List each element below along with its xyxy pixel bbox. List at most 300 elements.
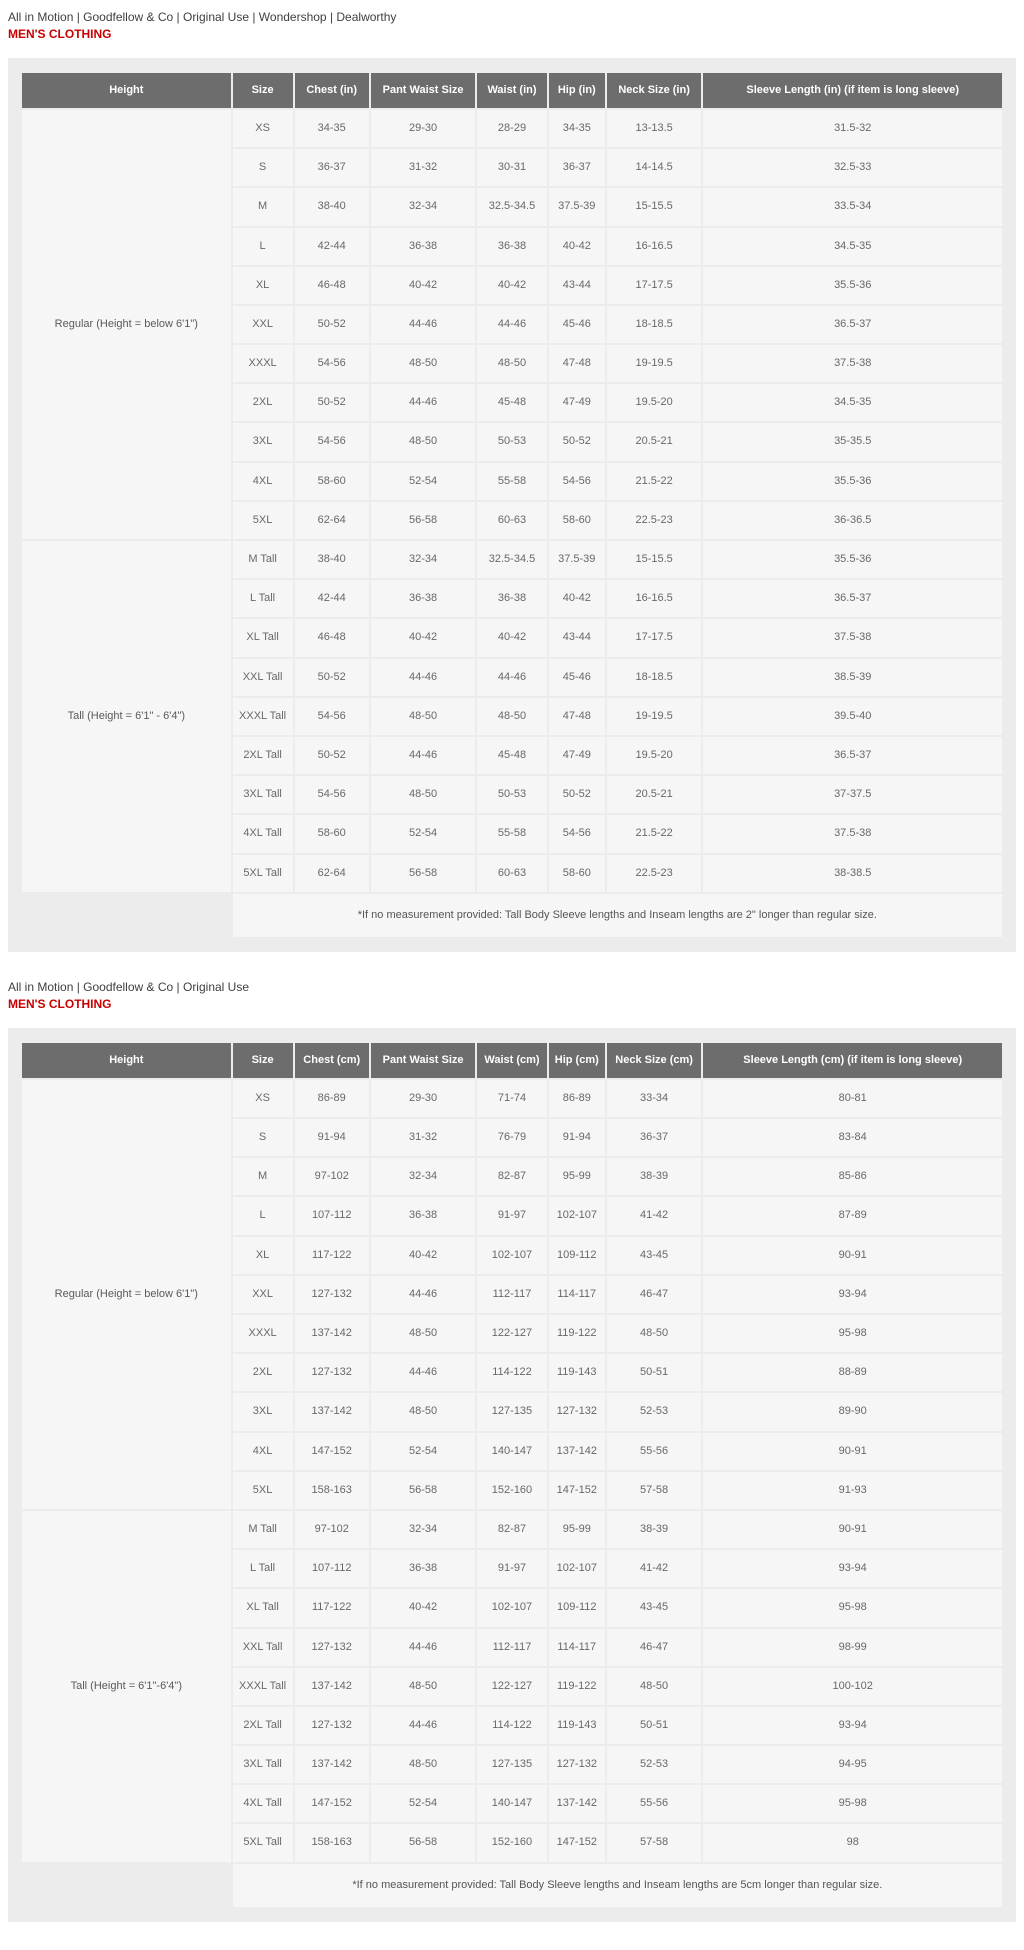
value-cell: 127-132 [295,1629,369,1666]
value-cell: 50-53 [477,776,547,813]
value-cell: 40-42 [371,1589,475,1626]
size-cell: XXXL Tall [233,1668,293,1705]
value-cell: 147-152 [295,1433,369,1470]
size-cell: M Tall [233,1511,293,1548]
footnote-text: *If no measurement provided: Tall Body Sleeve lengths and Inseam lengths are 5cm longer than regular size. [233,1864,1002,1907]
value-cell: 32-34 [371,541,475,578]
value-cell: 58-60 [549,502,605,539]
value-cell: 48-50 [371,423,475,460]
size-cell: S [233,149,293,186]
value-cell: 52-54 [371,815,475,852]
column-header: Height [22,73,231,108]
value-cell: 50-52 [295,659,369,696]
value-cell: 37.5-39 [549,188,605,225]
size-cell: L [233,1197,293,1234]
value-cell: 127-132 [295,1354,369,1391]
value-cell: 50-52 [295,384,369,421]
value-cell: 43-45 [607,1589,702,1626]
value-cell: 38-39 [607,1158,702,1195]
value-cell: 48-50 [477,698,547,735]
size-chart-block [8,8,1016,952]
height-group-label: Tall (Height = 6'1" - 6'4") [22,541,231,892]
value-cell: 56-58 [371,502,475,539]
value-cell: 35-35.5 [703,423,1002,460]
value-cell: 147-152 [549,1472,605,1509]
value-cell: 38-40 [295,541,369,578]
value-cell: 87-89 [703,1197,1002,1234]
value-cell: 152-160 [477,1824,547,1861]
value-cell: 48-50 [607,1668,702,1705]
value-cell: 76-79 [477,1119,547,1156]
value-cell: 82-87 [477,1511,547,1548]
size-cell: L Tall [233,1550,293,1587]
value-cell: 43-45 [607,1237,702,1274]
value-cell: 41-42 [607,1197,702,1234]
value-cell: 48-50 [477,345,547,382]
value-cell: 36-38 [371,228,475,265]
size-cell: XL Tall [233,1589,293,1626]
value-cell: 40-42 [477,267,547,304]
value-cell: 45-48 [477,384,547,421]
value-cell: 35.5-36 [703,267,1002,304]
value-cell: 36-37 [607,1119,702,1156]
value-cell: 43-44 [549,267,605,304]
size-cell: XXL [233,306,293,343]
size-cell: 5XL [233,502,293,539]
category-title: MEN'S CLOTHING [8,996,112,1011]
size-cell: M [233,1158,293,1195]
value-cell: 28-29 [477,110,547,147]
value-cell: 40-42 [549,228,605,265]
size-table [20,71,1004,939]
value-cell: 95-99 [549,1158,605,1195]
value-cell: 137-142 [295,1746,369,1783]
value-cell: 44-46 [371,384,475,421]
value-cell: 109-112 [549,1589,605,1626]
value-cell: 32.5-34.5 [477,541,547,578]
value-cell: 13-13.5 [607,110,702,147]
value-cell: 102-107 [477,1589,547,1626]
value-cell: 47-48 [549,345,605,382]
size-cell: L [233,228,293,265]
value-cell: 107-112 [295,1197,369,1234]
value-cell: 95-98 [703,1589,1002,1626]
header-row [22,1043,1002,1078]
column-header: Height [22,1043,231,1078]
size-cell: 5XL Tall [233,1824,293,1861]
value-cell: 107-112 [295,1550,369,1587]
value-cell: 50-51 [607,1354,702,1391]
value-cell: 88-89 [703,1354,1002,1391]
value-cell: 41-42 [607,1550,702,1587]
value-cell: 55-56 [607,1785,702,1822]
value-cell: 36.5-37 [703,737,1002,774]
column-header: Waist (in) [477,73,547,108]
value-cell: 158-163 [295,1472,369,1509]
size-cell: XS [233,1080,293,1117]
value-cell: 14-14.5 [607,149,702,186]
header-row [22,73,1002,108]
value-cell: 91-97 [477,1550,547,1587]
value-cell: 54-56 [549,815,605,852]
value-cell: 158-163 [295,1824,369,1861]
value-cell: 98 [703,1824,1002,1861]
value-cell: 140-147 [477,1785,547,1822]
value-cell: 17-17.5 [607,619,702,656]
value-cell: 20.5-21 [607,776,702,813]
value-cell: 54-56 [295,776,369,813]
size-cell: 2XL [233,384,293,421]
value-cell: 60-63 [477,502,547,539]
value-cell: 56-58 [371,855,475,892]
size-cell: XL Tall [233,619,293,656]
value-cell: 137-142 [295,1315,369,1352]
value-cell: 62-64 [295,855,369,892]
value-cell: 152-160 [477,1472,547,1509]
value-cell: 36-38 [371,1550,475,1587]
value-cell: 54-56 [295,345,369,382]
table-panel [8,1028,1016,1922]
value-cell: 21.5-22 [607,815,702,852]
size-cell: 3XL [233,423,293,460]
value-cell: 40-42 [549,580,605,617]
value-cell: 93-94 [703,1550,1002,1587]
value-cell: 112-117 [477,1629,547,1666]
size-cell: XXL Tall [233,1629,293,1666]
value-cell: 91-93 [703,1472,1002,1509]
size-cell: 4XL [233,1433,293,1470]
value-cell: 54-56 [295,698,369,735]
column-header: Sleeve Length (cm) (if item is long sleeve) [703,1043,1002,1078]
height-group-label: Tall (Height = 6'1"-6'4") [22,1511,231,1862]
column-header: Neck Size (in) [607,73,702,108]
value-cell: 119-143 [549,1707,605,1744]
value-cell: 37.5-38 [703,619,1002,656]
value-cell: 91-94 [295,1119,369,1156]
value-cell: 48-50 [371,776,475,813]
size-cell: XL [233,1237,293,1274]
value-cell: 22.5-23 [607,855,702,892]
footnote-text: *If no measurement provided: Tall Body Sleeve lengths and Inseam lengths are 2" longer than regular size. [233,894,1002,937]
value-cell: 117-122 [295,1237,369,1274]
value-cell: 44-46 [477,659,547,696]
value-cell: 52-54 [371,1433,475,1470]
value-cell: 45-46 [549,306,605,343]
value-cell: 86-89 [295,1080,369,1117]
size-cell: XL [233,267,293,304]
value-cell: 58-60 [549,855,605,892]
value-cell: 19-19.5 [607,698,702,735]
value-cell: 44-46 [371,306,475,343]
value-cell: 137-142 [295,1393,369,1430]
value-cell: 48-50 [371,1315,475,1352]
column-header: Pant Waist Size [371,73,475,108]
value-cell: 30-31 [477,149,547,186]
value-cell: 52-53 [607,1746,702,1783]
value-cell: 117-122 [295,1589,369,1626]
value-cell: 31-32 [371,1119,475,1156]
value-cell: 90-91 [703,1237,1002,1274]
value-cell: 31.5-32 [703,110,1002,147]
value-cell: 98-99 [703,1629,1002,1666]
size-cell: 3XL [233,1393,293,1430]
value-cell: 16-16.5 [607,228,702,265]
table-row [22,110,1002,147]
value-cell: 55-56 [607,1433,702,1470]
value-cell: 32-34 [371,188,475,225]
value-cell: 46-48 [295,619,369,656]
brand-list: All in Motion | Goodfellow & Co | Original Use [8,979,250,994]
value-cell: 19.5-20 [607,737,702,774]
value-cell: 119-122 [549,1668,605,1705]
value-cell: 48-50 [371,1746,475,1783]
value-cell: 48-50 [371,1668,475,1705]
value-cell: 93-94 [703,1707,1002,1744]
value-cell: 20.5-21 [607,423,702,460]
value-cell: 50-52 [295,737,369,774]
value-cell: 109-112 [549,1237,605,1274]
value-cell: 102-107 [549,1550,605,1587]
value-cell: 55-58 [477,815,547,852]
value-cell: 47-49 [549,737,605,774]
value-cell: 46-47 [607,1629,702,1666]
value-cell: 127-132 [549,1393,605,1430]
value-cell: 33.5-34 [703,188,1002,225]
value-cell: 127-135 [477,1393,547,1430]
value-cell: 44-46 [371,1707,475,1744]
value-cell: 44-46 [371,1629,475,1666]
column-header: Size [233,1043,293,1078]
value-cell: 58-60 [295,463,369,500]
value-cell: 50-52 [295,306,369,343]
value-cell: 32.5-33 [703,149,1002,186]
value-cell: 34.5-35 [703,228,1002,265]
size-cell: L Tall [233,580,293,617]
value-cell: 97-102 [295,1511,369,1548]
value-cell: 36-38 [371,580,475,617]
value-cell: 44-46 [477,306,547,343]
value-cell: 93-94 [703,1276,1002,1313]
value-cell: 122-127 [477,1668,547,1705]
value-cell: 46-48 [295,267,369,304]
value-cell: 54-56 [295,423,369,460]
brand-list: All in Motion | Goodfellow & Co | Original Use | Wondershop | Dealworthy [8,10,397,24]
value-cell: 19-19.5 [607,345,702,382]
value-cell: 50-53 [477,423,547,460]
value-cell: 147-152 [549,1824,605,1861]
value-cell: 137-142 [549,1433,605,1470]
table-row [22,1080,1002,1117]
value-cell: 39.5-40 [703,698,1002,735]
value-cell: 44-46 [371,737,475,774]
value-cell: 50-52 [549,423,605,460]
value-cell: 112-117 [477,1276,547,1313]
value-cell: 86-89 [549,1080,605,1117]
value-cell: 114-122 [477,1354,547,1391]
value-cell: 37.5-38 [703,815,1002,852]
value-cell: 127-135 [477,1746,547,1783]
value-cell: 42-44 [295,228,369,265]
value-cell: 37.5-38 [703,345,1002,382]
value-cell: 114-117 [549,1276,605,1313]
column-header: Chest (cm) [295,1043,369,1078]
value-cell: 48-50 [371,345,475,382]
size-cell: 5XL Tall [233,855,293,892]
size-cell: 4XL Tall [233,1785,293,1822]
value-cell: 44-46 [371,1354,475,1391]
value-cell: 48-50 [371,1393,475,1430]
value-cell: 36-36.5 [703,502,1002,539]
value-cell: 38-40 [295,188,369,225]
value-cell: 16-16.5 [607,580,702,617]
value-cell: 18-18.5 [607,659,702,696]
value-cell: 36.5-37 [703,580,1002,617]
column-header: Size [233,73,293,108]
value-cell: 119-122 [549,1315,605,1352]
value-cell: 34-35 [295,110,369,147]
value-cell: 48-50 [607,1315,702,1352]
value-cell: 82-87 [477,1158,547,1195]
column-header: Hip (cm) [549,1043,605,1078]
value-cell: 55-58 [477,463,547,500]
value-cell: 114-122 [477,1707,547,1744]
height-group-label: Regular (Height = below 6'1") [22,1080,231,1509]
value-cell: 36-38 [477,580,547,617]
value-cell: 83-84 [703,1119,1002,1156]
value-cell: 91-97 [477,1197,547,1234]
value-cell: 100-102 [703,1668,1002,1705]
size-cell: 4XL [233,463,293,500]
value-cell: 102-107 [477,1237,547,1274]
value-cell: 38-39 [607,1511,702,1548]
value-cell: 89-90 [703,1393,1002,1430]
footnote-spacer [22,1864,231,1907]
value-cell: 50-51 [607,1707,702,1744]
footnote-row [22,1864,1002,1907]
size-cell: 2XL Tall [233,737,293,774]
value-cell: 17-17.5 [607,267,702,304]
value-cell: 114-117 [549,1629,605,1666]
value-cell: 33-34 [607,1080,702,1117]
value-cell: 42-44 [295,580,369,617]
size-cell: XXL [233,1276,293,1313]
height-group-label: Regular (Height = below 6'1") [22,110,231,539]
value-cell: 62-64 [295,502,369,539]
column-header: Waist (cm) [477,1043,547,1078]
size-cell: XXXL Tall [233,698,293,735]
size-chart-block [8,978,1016,1922]
value-cell: 46-47 [607,1276,702,1313]
value-cell: 52-54 [371,1785,475,1822]
value-cell: 36-38 [371,1197,475,1234]
value-cell: 47-48 [549,698,605,735]
size-cell: S [233,1119,293,1156]
value-cell: 36-37 [295,149,369,186]
column-header: Hip (in) [549,73,605,108]
size-cell: XXXL [233,1315,293,1352]
value-cell: 80-81 [703,1080,1002,1117]
column-header: Neck Size (cm) [607,1043,702,1078]
value-cell: 37.5-39 [549,541,605,578]
value-cell: 31-32 [371,149,475,186]
column-header: Pant Waist Size [371,1043,475,1078]
value-cell: 127-132 [295,1276,369,1313]
value-cell: 90-91 [703,1511,1002,1548]
value-cell: 147-152 [295,1785,369,1822]
value-cell: 21.5-22 [607,463,702,500]
value-cell: 22.5-23 [607,502,702,539]
value-cell: 37-37.5 [703,776,1002,813]
footnote-row [22,894,1002,937]
value-cell: 15-15.5 [607,188,702,225]
table-row [22,1511,1002,1548]
category-title: MEN'S CLOTHING [8,26,112,41]
value-cell: 127-132 [295,1707,369,1744]
value-cell: 32-34 [371,1511,475,1548]
value-cell: 57-58 [607,1472,702,1509]
value-cell: 140-147 [477,1433,547,1470]
value-cell: 94-95 [703,1746,1002,1783]
value-cell: 91-94 [549,1119,605,1156]
table-panel [8,58,1016,952]
size-cell: 3XL Tall [233,776,293,813]
value-cell: 45-46 [549,659,605,696]
value-cell: 32-34 [371,1158,475,1195]
value-cell: 29-30 [371,1080,475,1117]
value-cell: 71-74 [477,1080,547,1117]
size-cell: XS [233,110,293,147]
value-cell: 95-99 [549,1511,605,1548]
value-cell: 47-49 [549,384,605,421]
value-cell: 137-142 [549,1785,605,1822]
column-header: Chest (in) [295,73,369,108]
value-cell: 40-42 [477,619,547,656]
value-cell: 95-98 [703,1785,1002,1822]
value-cell: 40-42 [371,1237,475,1274]
size-cell: XXXL [233,345,293,382]
value-cell: 56-58 [371,1824,475,1861]
footnote-spacer [22,894,231,937]
size-cell: XXL Tall [233,659,293,696]
value-cell: 44-46 [371,1276,475,1313]
value-cell: 40-42 [371,619,475,656]
size-cell: M [233,188,293,225]
value-cell: 36-37 [549,149,605,186]
value-cell: 52-54 [371,463,475,500]
value-cell: 40-42 [371,267,475,304]
value-cell: 60-63 [477,855,547,892]
value-cell: 34.5-35 [703,384,1002,421]
value-cell: 36-38 [477,228,547,265]
size-cell: 4XL Tall [233,815,293,852]
value-cell: 15-15.5 [607,541,702,578]
table-row [22,541,1002,578]
value-cell: 56-58 [371,1472,475,1509]
value-cell: 95-98 [703,1315,1002,1352]
size-cell: 3XL Tall [233,1746,293,1783]
value-cell: 52-53 [607,1393,702,1430]
size-cell: M Tall [233,541,293,578]
column-header: Sleeve Length (in) (if item is long sleeve) [703,73,1002,108]
value-cell: 137-142 [295,1668,369,1705]
value-cell: 122-127 [477,1315,547,1352]
value-cell: 119-143 [549,1354,605,1391]
value-cell: 19.5-20 [607,384,702,421]
value-cell: 38-38.5 [703,855,1002,892]
value-cell: 34-35 [549,110,605,147]
value-cell: 35.5-36 [703,463,1002,500]
size-cell: 2XL Tall [233,1707,293,1744]
